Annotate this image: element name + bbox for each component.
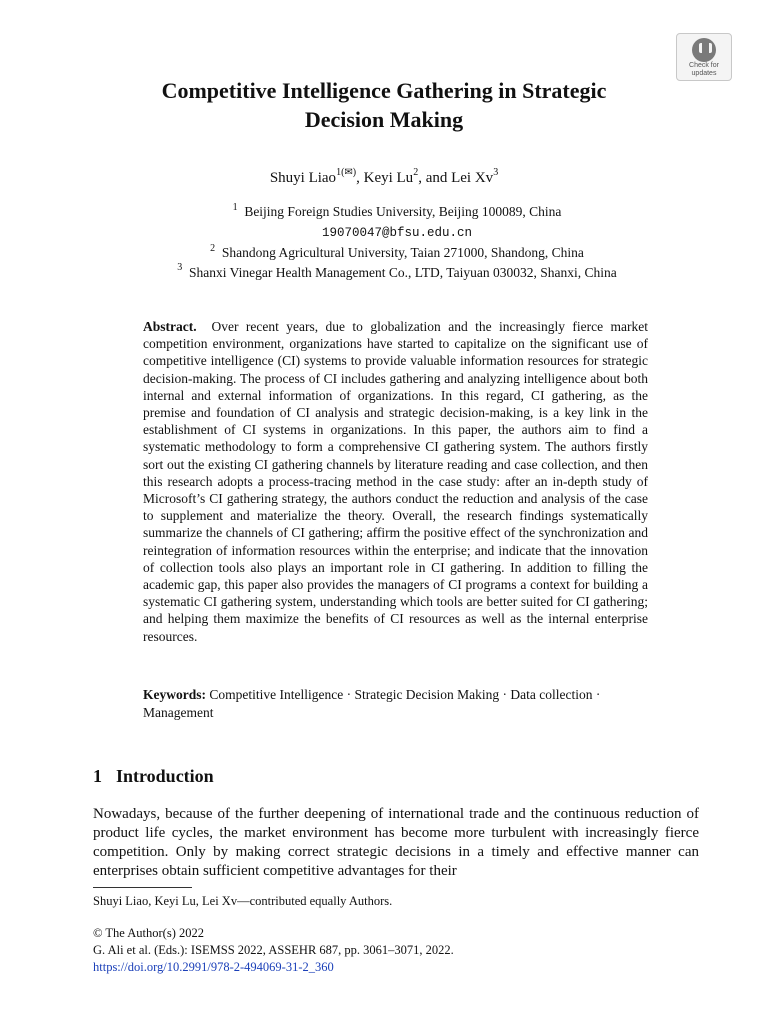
author-2-sup: 2 bbox=[413, 167, 419, 178]
author-2: Keyi Lu bbox=[363, 170, 414, 186]
section-heading-introduction bbox=[93, 766, 214, 787]
contact-email[interactable] bbox=[0, 222, 768, 244]
affiliation-3-text: Shanxi Vinegar Health Management Co., LTD, Taiyuan 030032, Shanxi, China bbox=[189, 264, 617, 280]
affiliation-3 bbox=[0, 263, 768, 283]
copyright: © The Author(s) 2022 bbox=[93, 926, 204, 940]
author-3: Lei Xv bbox=[451, 170, 494, 186]
abstract-heading: Abstract. bbox=[143, 319, 197, 334]
author-separator: , and bbox=[418, 170, 452, 186]
citation: G. Ali et al. (Eds.): ISEMSS 2022, ASSEHR 687, pp. 3061–3071, 2022. bbox=[93, 943, 454, 957]
section-number: 1 bbox=[93, 766, 102, 786]
affiliation-2-num: 2 bbox=[210, 242, 216, 254]
email-text[interactable]: 19070047@bfsu.edu.cn bbox=[321, 225, 473, 240]
affiliations bbox=[0, 202, 768, 282]
abstract-text: Over recent years, due to globalization and the increasingly fierce market competition environment, organizations have started to capitalize on the significant use of competitive intelligence (CI) systems to provide valuable information resources for strategic decision-making. The process of CI includes gathering and analyzing intelligence about both internal and external information of organizations. In this regard, CI gathering, as the premise and foundation of CI analysis and strategic decision-making, is a key link in the establishment of CI systems in organizations. In this paper, the authors aim to find a systematic methodology to form a comprehensive CI gathering system. The authors firstly sort out the existing CI gathering channels by literature reading and case collection, and then this research adopts a process-tracing method in the case study: after an in-depth study of Microsoft’s CI gathering strategy, the authors conduct the reduction and analysis of the case to supplement and materialize the theory. Overall, the research findings systematically summarize the channels of CI gathering; affirm the positive effect of the synchronization and reintegration of information resources within the enterprise; and indicate that the innovation of collection tools also plays an important role in CI gathering. In addition to filling the academic gap, this paper also provides the managers of CI programs a context for building a systematic CI gathering system, understanding which tools are better suited for CI gathering; and helping them maximize the benefits of CI resources as well as the internal enterprise resources. bbox=[143, 319, 649, 644]
keywords bbox=[143, 686, 648, 722]
keywords-heading: Keywords: bbox=[143, 687, 206, 702]
footnote-rule bbox=[93, 887, 192, 888]
affiliation-3-num: 3 bbox=[177, 262, 183, 273]
title-line-2: Decision Making bbox=[304, 107, 464, 132]
affiliation-2-text: Shandong Agricultural University, Taian 271000, Shandong, China bbox=[221, 245, 584, 260]
badge-line-2: updates bbox=[691, 70, 717, 77]
publication-info bbox=[93, 925, 454, 976]
footnote: Shuyi Liao, Keyi Lu, Lei Xv—contributed equally Authors. bbox=[93, 894, 393, 908]
affiliation-1-text: Beijing Foreign Studies University, Beijing 100089, China bbox=[244, 204, 562, 219]
intro-paragraph: Nowadays, because of the further deepening of international trade and the continuous reduction of product life cycles, the market environment has become more turbulent with increasingly fierce competition. Only by making correct strategic decisions in a timely and effective manner can enterprises obtain sufficient competitive advantages for their bbox=[93, 806, 699, 879]
affiliation-1-num: 1 bbox=[232, 201, 238, 213]
author-1: Shuyi Liao bbox=[269, 170, 337, 186]
author-separator: , bbox=[356, 170, 364, 186]
author-list bbox=[0, 168, 768, 188]
check-for-updates-badge[interactable] bbox=[676, 33, 732, 81]
section-title: Introduction bbox=[116, 766, 214, 786]
author-3-sup: 3 bbox=[493, 167, 499, 178]
author-1-sup: 1(✉) bbox=[336, 167, 357, 178]
title-line-1: Competitive Intelligence Gathering in Strategic bbox=[161, 78, 607, 103]
keywords-text: Competitive Intelligence · Strategic Decision Making · Data collection · Management bbox=[143, 687, 601, 720]
affiliation-1 bbox=[0, 202, 768, 222]
paper-title bbox=[0, 76, 768, 134]
check-updates-icon bbox=[692, 38, 716, 62]
affiliation-2 bbox=[0, 243, 768, 263]
badge-line-1: Check for bbox=[689, 62, 719, 69]
doi-link[interactable]: https://doi.org/10.2991/978-2-494069-31-2_360 bbox=[93, 960, 334, 974]
abstract bbox=[143, 318, 648, 645]
